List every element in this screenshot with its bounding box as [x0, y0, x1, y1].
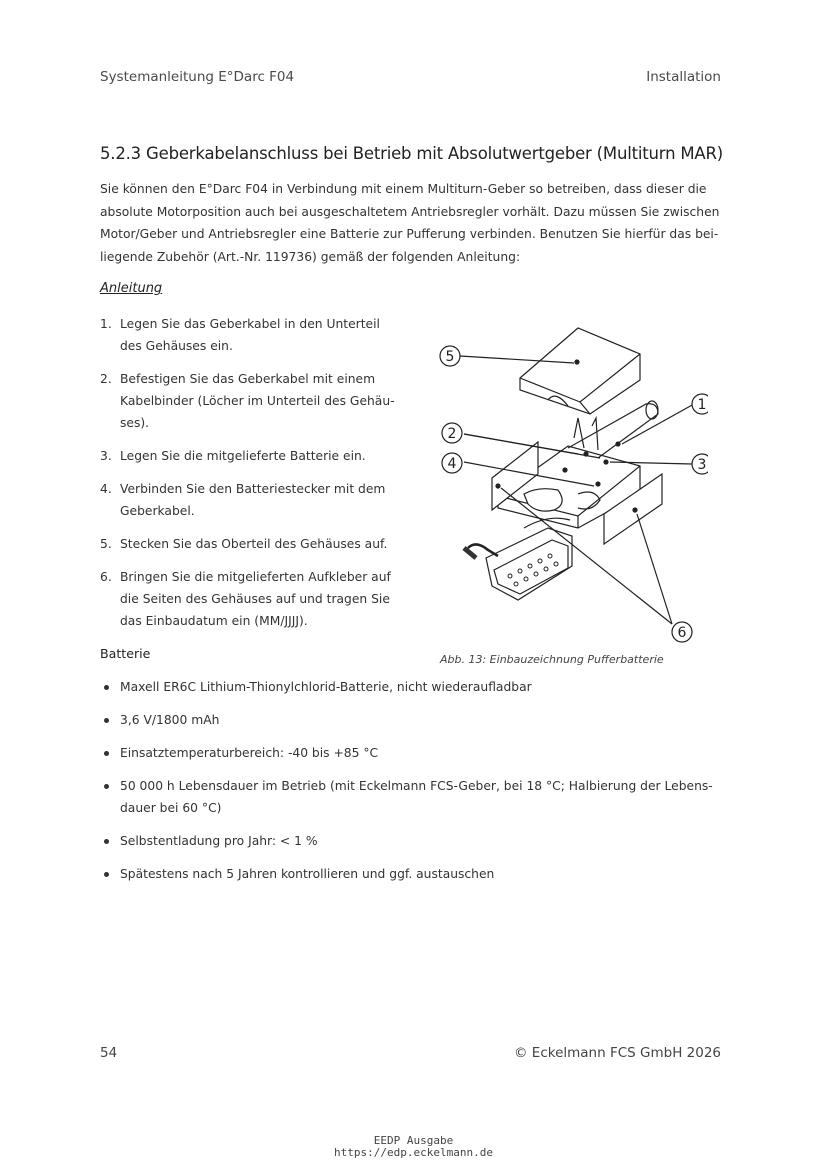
- step-text: Bringen Sie die mitgelieferten Aufkleber auf die Seiten des Gehäuses auf und tragen Sie das Einbaudatum ein (MM/JJJJ).: [120, 570, 391, 628]
- list-item: 3,6 V/1800 mAh: [100, 709, 730, 731]
- list-item: 50 000 h Lebensdauer im Betrieb (mit Eckelmann FCS-Geber, bei 18 °C; Halbierung der Lebens-dauer bei 60 °C): [100, 775, 730, 819]
- battery-installation-drawing: [428, 318, 708, 650]
- step-text: Legen Sie die mitgelieferte Batterie ein.: [120, 449, 366, 463]
- step-text: Verbinden Sie den Batteriestecker mit dem Geberkabel.: [120, 482, 386, 518]
- header-right: Installation: [646, 69, 721, 85]
- callout-3: 3: [697, 457, 707, 473]
- step-number: 6.: [100, 570, 112, 584]
- callout-1: 1: [697, 397, 707, 413]
- list-item: Maxell ER6C Lithium-Thionylchlorid-Batterie, nicht wiederaufladbar: [100, 676, 730, 698]
- edp-url[interactable]: https://edp.eckelmann.de: [334, 1146, 493, 1159]
- step-text: Legen Sie das Geberkabel in den Unterteil des Gehäuses ein.: [120, 317, 380, 353]
- page-number: 54: [100, 1045, 118, 1061]
- list-item: [100, 478, 400, 522]
- step-number: 2.: [100, 372, 112, 386]
- list-item: [100, 445, 400, 467]
- callout-6: 6: [677, 625, 687, 641]
- step-number: 3.: [100, 449, 112, 463]
- callout-2: 2: [447, 426, 457, 442]
- instruction-list: [100, 313, 400, 643]
- section-title: 5.2.3 Geberkabelanschluss bei Betrieb mit Absolutwertgeber (Multiturn MAR): [100, 144, 723, 163]
- step-text: Befestigen Sie das Geberkabel mit einem Kabelbinder (Löcher im Unterteil des Gehäu-ses).: [120, 372, 395, 430]
- callout-4: 4: [447, 456, 457, 472]
- list-item: Einsatztemperaturbereich: -40 bis +85 °C: [100, 742, 730, 764]
- callout-5: 5: [445, 349, 455, 365]
- battery-heading: Batterie: [100, 646, 151, 661]
- instructions-heading: Anleitung: [100, 281, 163, 296]
- list-item: [100, 368, 400, 434]
- header-left: Systemanleitung E°Darc F04: [100, 69, 295, 85]
- intro-paragraph: Sie können den E°Darc F04 in Verbindung mit einem Multiturn-Geber so betreiben, dass dieser die absolute Motorposition auch bei ausgeschaltetem Antriebsregler vorhält. Dazu müssen Sie zwischen Motor/Geber und Antriebsregler eine Batterie zur Pufferung verbinden. Benutzen Sie hierfür das bei-liegende Zubehör (Art.-Nr. 119736) gemäß der folgenden Anleitung:: [100, 182, 720, 264]
- step-number: 4.: [100, 482, 112, 496]
- battery-spec-list: [100, 676, 730, 896]
- figure-caption: Abb. 13: Einbauzeichnung Pufferbatterie: [440, 653, 664, 666]
- list-item: Selbstentladung pro Jahr: < 1 %: [100, 830, 730, 852]
- list-item: [100, 533, 400, 555]
- list-item: Spätestens nach 5 Jahren kontrollieren und ggf. austauschen: [100, 863, 730, 885]
- edp-edition-label: EEDP Ausgabe: [373, 1134, 454, 1147]
- list-item: [100, 313, 400, 357]
- step-number: 5.: [100, 537, 112, 551]
- step-text: Stecken Sie das Oberteil des Gehäuses auf.: [120, 537, 388, 551]
- step-number: 1.: [100, 317, 112, 331]
- copyright: © Eckelmann FCS GmbH 2026: [514, 1045, 721, 1061]
- list-item: [100, 566, 400, 632]
